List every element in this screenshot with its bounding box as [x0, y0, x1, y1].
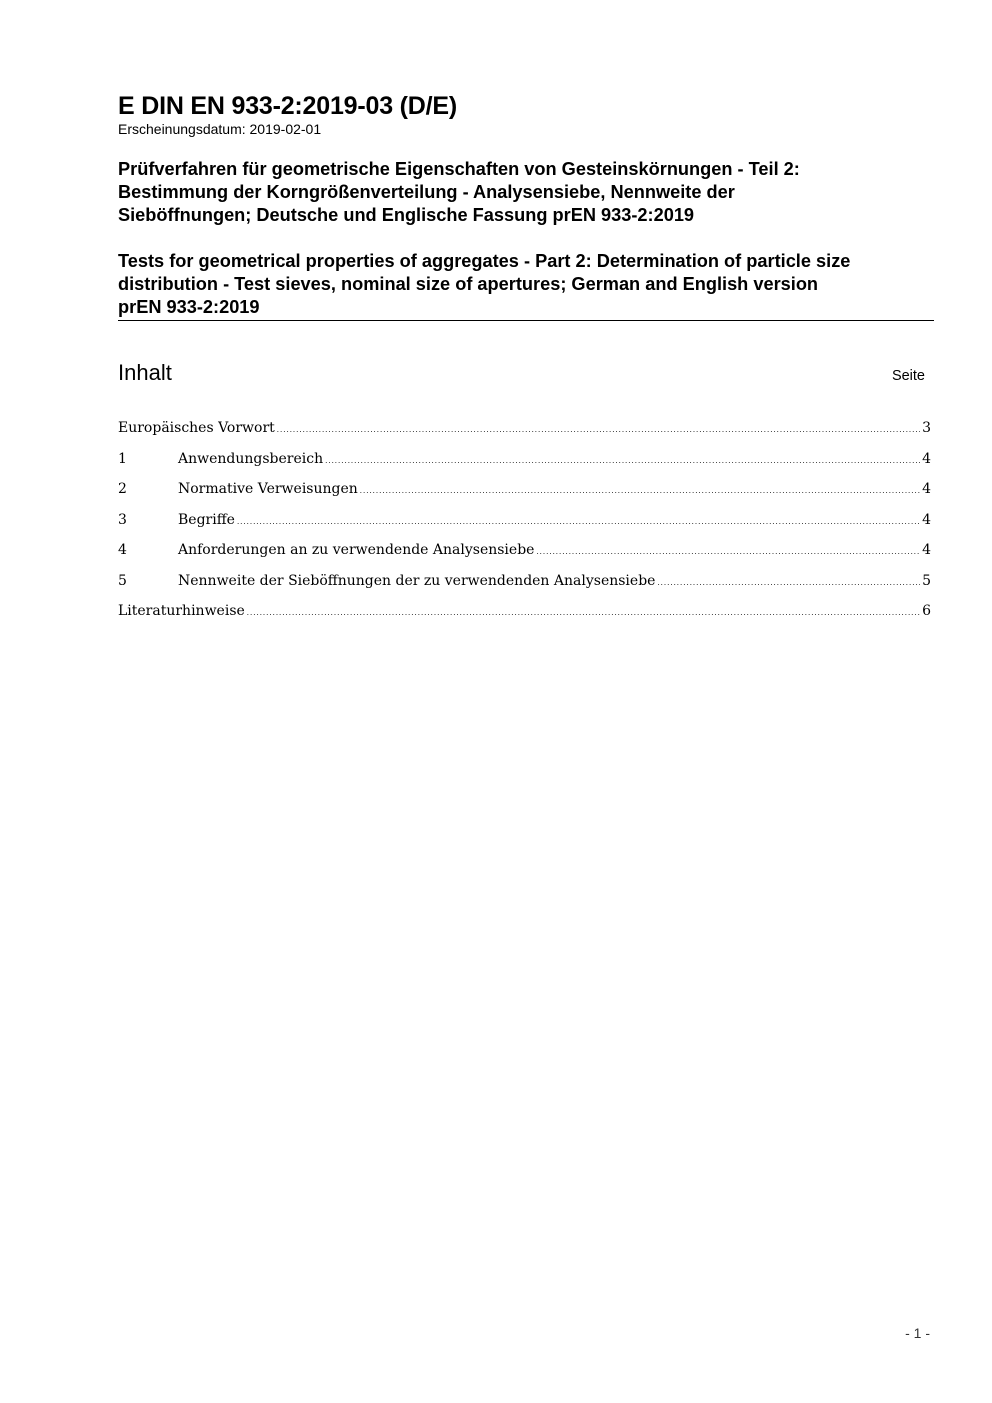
title-german-line: Prüfverfahren für geometrische Eigenschaften von Gesteinskörnungen - Teil 2:	[118, 159, 800, 179]
toc-entry-number: 5	[118, 572, 127, 589]
toc-dot-leader	[277, 418, 920, 442]
table-of-contents	[118, 416, 931, 630]
toc-dot-leader	[325, 449, 920, 473]
title-english-line: Tests for geometrical properties of aggregates - Part 2: Determination of particle size	[118, 251, 851, 271]
toc-entry-label: Anwendungsbereich	[178, 450, 324, 467]
toc-entry-label: Nennweite der Sieböffnungen der zu verwendenden Analysensiebe	[178, 572, 656, 589]
title-german-line: Sieböffnungen; Deutsche und Englische Fassung prEN 933-2:2019	[118, 205, 695, 225]
document-id: E DIN EN 933-2:2019-03 (D/E)	[118, 92, 457, 120]
toc-entry[interactable]	[118, 538, 931, 569]
toc-entry[interactable]	[118, 416, 931, 447]
toc-entry-label: Begriffe	[178, 511, 235, 528]
title-english	[118, 250, 934, 319]
toc-entry-page: 5	[922, 572, 931, 589]
toc-entry[interactable]	[118, 508, 931, 539]
toc-dot-leader	[237, 510, 920, 534]
toc-entry[interactable]	[118, 569, 931, 600]
toc-dot-leader	[360, 479, 920, 503]
toc-entry-page: 3	[922, 420, 931, 436]
toc-dot-leader	[657, 571, 920, 595]
toc-page-column-heading: Seite	[891, 368, 925, 384]
toc-entry-number: 2	[118, 481, 127, 497]
toc-entry-label: Normative Verweisungen	[178, 481, 358, 497]
toc-entry-page: 6	[922, 603, 931, 619]
toc-entry-label: Europäisches Vorwort	[118, 420, 275, 436]
title-german	[118, 158, 934, 227]
title-english-line: distribution - Test sieves, nominal size of apertures; German and English version	[118, 274, 819, 294]
page-number: - 1 -	[905, 1325, 930, 1341]
toc-heading: Inhalt	[118, 360, 172, 385]
toc-entry-number: 3	[118, 511, 127, 528]
publication-date: Erscheinungsdatum: 2019-02-01	[118, 121, 322, 137]
toc-dot-leader	[247, 601, 920, 625]
toc-entry-label: Literaturhinweise	[118, 603, 245, 619]
toc-entry-page: 4	[922, 542, 931, 558]
toc-entry-number: 4	[118, 542, 127, 558]
toc-entry[interactable]	[118, 477, 931, 508]
toc-entry-page: 4	[922, 511, 931, 528]
toc-entry-label: Anforderungen an zu verwendende Analysensiebe	[178, 542, 535, 558]
toc-entry-page: 4	[922, 481, 931, 497]
toc-dot-leader	[536, 540, 920, 564]
title-english-line: prEN 933-2:2019	[118, 297, 260, 317]
toc-entry[interactable]	[118, 599, 931, 630]
toc-entry[interactable]	[118, 447, 931, 478]
title-german-line: Bestimmung der Korngrößenverteilung - Analysensiebe, Nennweite der	[118, 182, 735, 202]
toc-entry-page: 4	[922, 450, 931, 467]
toc-entry-number: 1	[118, 450, 127, 467]
title-divider	[118, 320, 934, 321]
